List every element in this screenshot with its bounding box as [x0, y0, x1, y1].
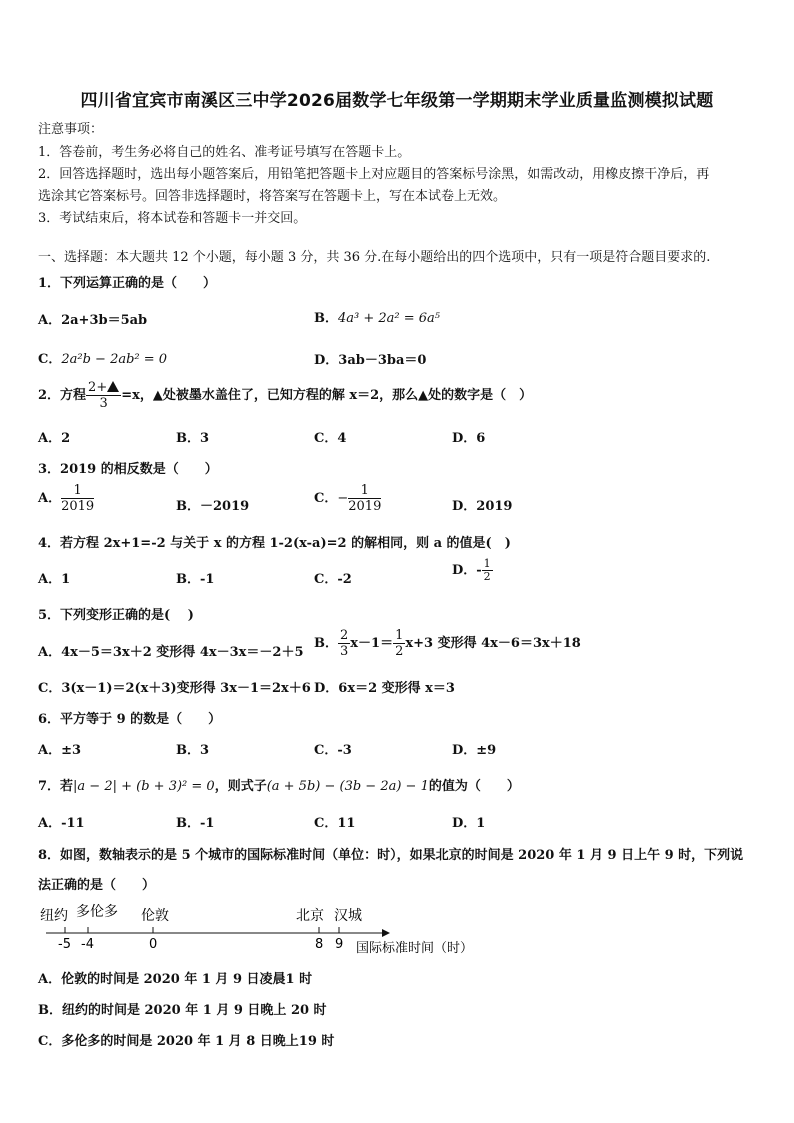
q4-option-d: D．- $\frac{1}{2}$ — [452, 557, 491, 583]
question-2-stem: 2．方程 $\frac{2+}{3}$ =x，▲处被墨水盖住了，已知方程的解 x＝2，那么▲处的数字是（ ） — [38, 380, 533, 411]
q2-option-c: C．4 — [314, 431, 347, 446]
q5-option-c: C．3(x－1)＝2(x＋3)变形得 3x－1＝2x＋6 — [38, 681, 311, 696]
q3-option-d: D．2019 — [452, 499, 513, 514]
notice-item: 3．考试结束后，将本试卷和答题卡一并交回。 — [38, 211, 307, 226]
question-7-stem: 7．若|a − 2| + (b + 3)² = 0，则式子(a + 5b) − (3b − 2a) − 1的值为（ ） — [38, 779, 520, 794]
q3-option-b: B．－2019 — [176, 499, 250, 514]
notice-item: 2．回答选择题时，选出每小题答案后，用铅笔把答题卡上对应题目的答案标号涂黑，如需改动，用橡皮擦干净后，再 — [38, 167, 710, 182]
city-label-new-york: 纽约 — [40, 908, 68, 924]
q3-option-c: C．− $\frac{1}{2019}$ — [314, 483, 382, 514]
q1-option-c-math: 2a²b − 2ab² = 0 — [61, 352, 168, 367]
q6-option-a: A．±3 — [38, 743, 82, 758]
city-label-seoul: 汉城 — [334, 908, 362, 924]
city-label-london: 伦敦 — [141, 908, 169, 924]
q7-option-d: D．1 — [452, 816, 486, 831]
q8-option-b: B．纽约的时间是 2020 年 1 月 9 日晚上 20 时 — [38, 1003, 327, 1018]
q4-option-b: B．-1 — [176, 572, 215, 587]
q5-option-a: A．4x－5＝3x＋2 变形得 4x－3x＝－2＋5 — [38, 645, 304, 660]
q7-condition-math: |a − 2| + (b + 3)² = 0 — [73, 779, 215, 794]
number-line-figure — [38, 900, 498, 960]
q3-option-a: A． $\frac{1}{2019}$ — [38, 483, 95, 514]
ink-blot-triangle-icon — [107, 381, 119, 392]
q4-option-a: A．1 — [38, 572, 71, 587]
page-title: 四川省宜宾市南溪区三中学2026届数学七年级第一学期期末学业质量监测模拟试题 — [80, 91, 714, 111]
notice-heading: 注意事项： — [38, 122, 104, 137]
city-label-beijing: 北京 — [296, 908, 324, 924]
q5-option-d: D．6x＝2 变形得 x＝3 — [314, 681, 455, 696]
axis-label: 国际标准时间（时） — [356, 941, 474, 956]
city-label-toronto: 多伦多 — [76, 904, 118, 920]
tick-label: 0 — [149, 937, 158, 952]
question-8-stem-line-2: 法正确的是（ ） — [38, 878, 156, 893]
question-5-stem: 5．下列变形正确的是( ) — [38, 608, 194, 623]
q1-option-b: B．4a³ + 2a² = 6a⁵ — [314, 311, 441, 326]
q1-option-b-math: 4a³ + 2a² = 6a⁵ — [338, 311, 441, 326]
q7-option-b: B．-1 — [176, 816, 215, 831]
question-8-stem-line-1: 8．如图，数轴表示的是 5 个城市的国际标准时间（单位：时），如果北京的时间是 2020 年 1 月 9 日上午 9 时，下列说 — [38, 848, 744, 863]
q8-option-a: A．伦敦的时间是 2020 年 1 月 9 日凌晨1 时 — [38, 972, 313, 987]
notice-item: 选涂其它答案标号。回答非选择题时，将答案写在答题卡上，写在本试卷上无效。 — [38, 189, 507, 204]
question-3-stem: 3．2019 的相反数是（ ） — [38, 462, 218, 477]
q4-option-c: C．-2 — [314, 572, 352, 587]
q2-option-a: A．2 — [38, 431, 71, 446]
question-1-stem: 1．下列运算正确的是（ ） — [38, 276, 217, 291]
tick-label: 9 — [335, 937, 344, 952]
number-line-svg — [38, 900, 498, 960]
q7-expression-math: (a + 5b) − (3b − 2a) − 1 — [266, 779, 429, 794]
q1-option-d: D．3ab－3ba＝0 — [314, 353, 427, 368]
q7-option-a: A．-11 — [38, 816, 85, 831]
q2-option-d: D．6 — [452, 431, 486, 446]
q5-option-b: B． $\frac{2}{3}$ x－1＝ $\frac{1}{2}$ x+3 变形得 4x－6＝3x＋18 — [314, 628, 581, 659]
question-6-stem: 6．平方等于 9 的数是（ ） — [38, 712, 222, 727]
q2-fraction: $\frac{2+}{3}$ — [86, 380, 121, 411]
q8-option-c: C．多伦多的时间是 2020 年 1 月 8 日晚上19 时 — [38, 1034, 335, 1049]
q6-option-c: C．-3 — [314, 743, 352, 758]
q1-option-c: C．2a²b − 2ab² = 0 — [38, 352, 168, 367]
number-line-arrow-icon — [382, 929, 390, 937]
q6-option-b: B．3 — [176, 743, 210, 758]
q2-option-b: B．3 — [176, 431, 210, 446]
q6-option-d: D．±9 — [452, 743, 497, 758]
tick-label: -5 — [58, 937, 71, 952]
notice-item: 1．答卷前，考生务必将自己的姓名、准考证号填写在答题卡上。 — [38, 145, 411, 160]
tick-label: 8 — [315, 937, 324, 952]
question-4-stem: 4．若方程 2x+1=-2 与关于 x 的方程 1-2(x-a)=2 的解相同，则 a 的值是( ) — [38, 536, 511, 551]
q7-option-c: C．11 — [314, 816, 356, 831]
section-heading: 一、选择题：本大题共 12 个小题，每小题 3 分，共 36 分.在每小题给出的四个选项中，只有一项是符合题目要求的. — [38, 250, 711, 265]
tick-label: -4 — [81, 937, 94, 952]
q1-option-a: A．2a+3b＝5ab — [38, 313, 148, 328]
